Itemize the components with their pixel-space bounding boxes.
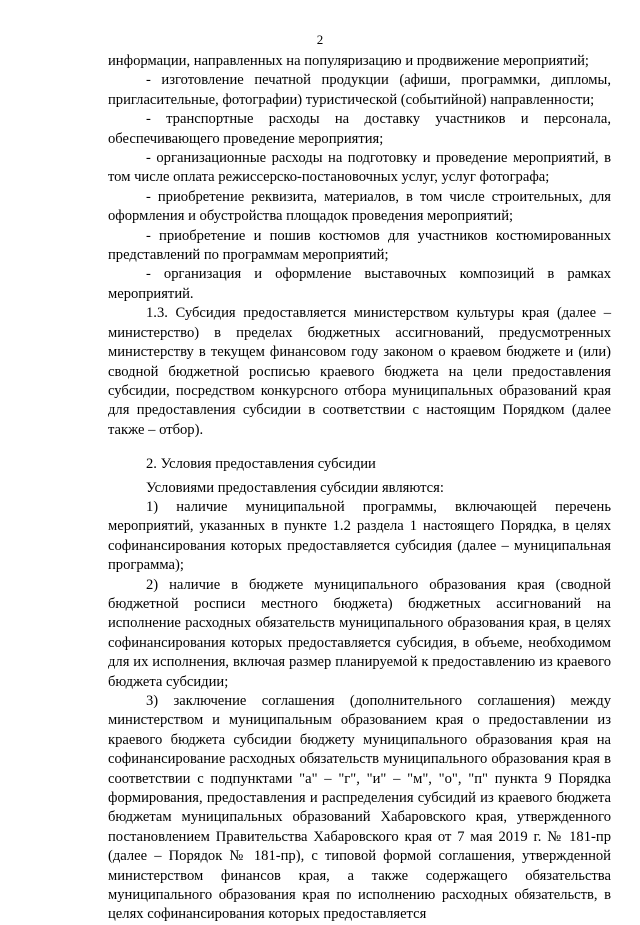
document-body bbox=[108, 52, 611, 925]
list-item-organization: - организационные расходы на подготовку и проведение мероприятий, в том числе оплата режиссерско-постановочных услуг, услуг фотографа; bbox=[108, 150, 611, 186]
paragraph-conditions-intro: Условиями предоставления субсидии являются: bbox=[146, 479, 444, 496]
list-item-printing: - изготовление печатной продукции (афиши, программки, дипломы, пригласительные, фотографии) туристической (событийной) направленности; bbox=[108, 72, 611, 108]
page-number: 2 bbox=[316, 32, 324, 47]
condition-item-3: 3) заключение соглашения (дополнительного соглашения) между министерством и муниципальным образованием края о предоставлении из краевого бюджета субсидии бюджету муниципального образования края на софинансирование расходных обязательств муниципального образования края в соответствии с подпунктами "а" – "г", "и" – "м", "о", "п" пункта 9 Порядка формирования, предоставления и распределения субсидий из краевого бюджета бюджетам муниципальных образований Хабаровского края, утвержденного постановлением Правительства Хабаровского края от 7 мая 2019 г. № 181-пр (далее – Порядок № 181-пр), с типовой формой соглашения, утвержденной министерством финансов края, а также содержащего обязательства муниципального образования края по исполнению расходных обязательств, в целях софинансирования которых предоставляется bbox=[108, 693, 611, 923]
list-item-props: - приобретение реквизита, материалов, в том числе строительных, для оформления и обустройства площадок проведения мероприятий; bbox=[108, 188, 611, 225]
paragraph-1-3: 1.3. Субсидия предоставляется министерством культуры края (далее – министерство) в пределах бюджетных ассигнований, предусмотренных министерству в текущем финансовом году законом о краевом бюджете и (или) сводной бюджетной росписью краевого бюджета на цели предоставления субсидии, посредством конкурсного отбора муниципальных образований края для предоставления субсидии в соответствии с настоящим Порядком (далее также – отбор). bbox=[108, 305, 611, 438]
list-item-costumes: - приобретение и пошив костюмов для участников костюмированных представлений по программам мероприятий; bbox=[108, 227, 611, 264]
condition-item-2: 2) наличие в бюджете муниципального образования края (сводной бюджетной росписи местного бюджета) бюджетных ассигнований на исполнение расходных обязательств муниципального образования края, в целях софинансирования которых предоставляется субсидия, в объеме, необходимом для их исполнения, включая размер планируемой к предоставлению из краевого бюджета субсидии; bbox=[108, 576, 611, 690]
section-heading-2: 2. Условия предоставления субсидии bbox=[146, 456, 376, 473]
condition-item-1: 1) наличие муниципальной программы, включающей перечень мероприятий, указанных в пункте 1.2 раздела 1 настоящего Порядка, в целях софинансирования которых предоставляется субсидия (далее – муниципальная программа); bbox=[108, 498, 611, 574]
list-item-exhibitions: - организация и оформление выставочных композиций в рамках мероприятий. bbox=[108, 266, 611, 302]
paragraph-continuation: информации, направленных на популяризацию и продвижение мероприятий; bbox=[108, 53, 589, 69]
list-item-transport: - транспортные расходы на доставку участников и персонала, обеспечивающего проведение мероприятия; bbox=[108, 111, 611, 147]
